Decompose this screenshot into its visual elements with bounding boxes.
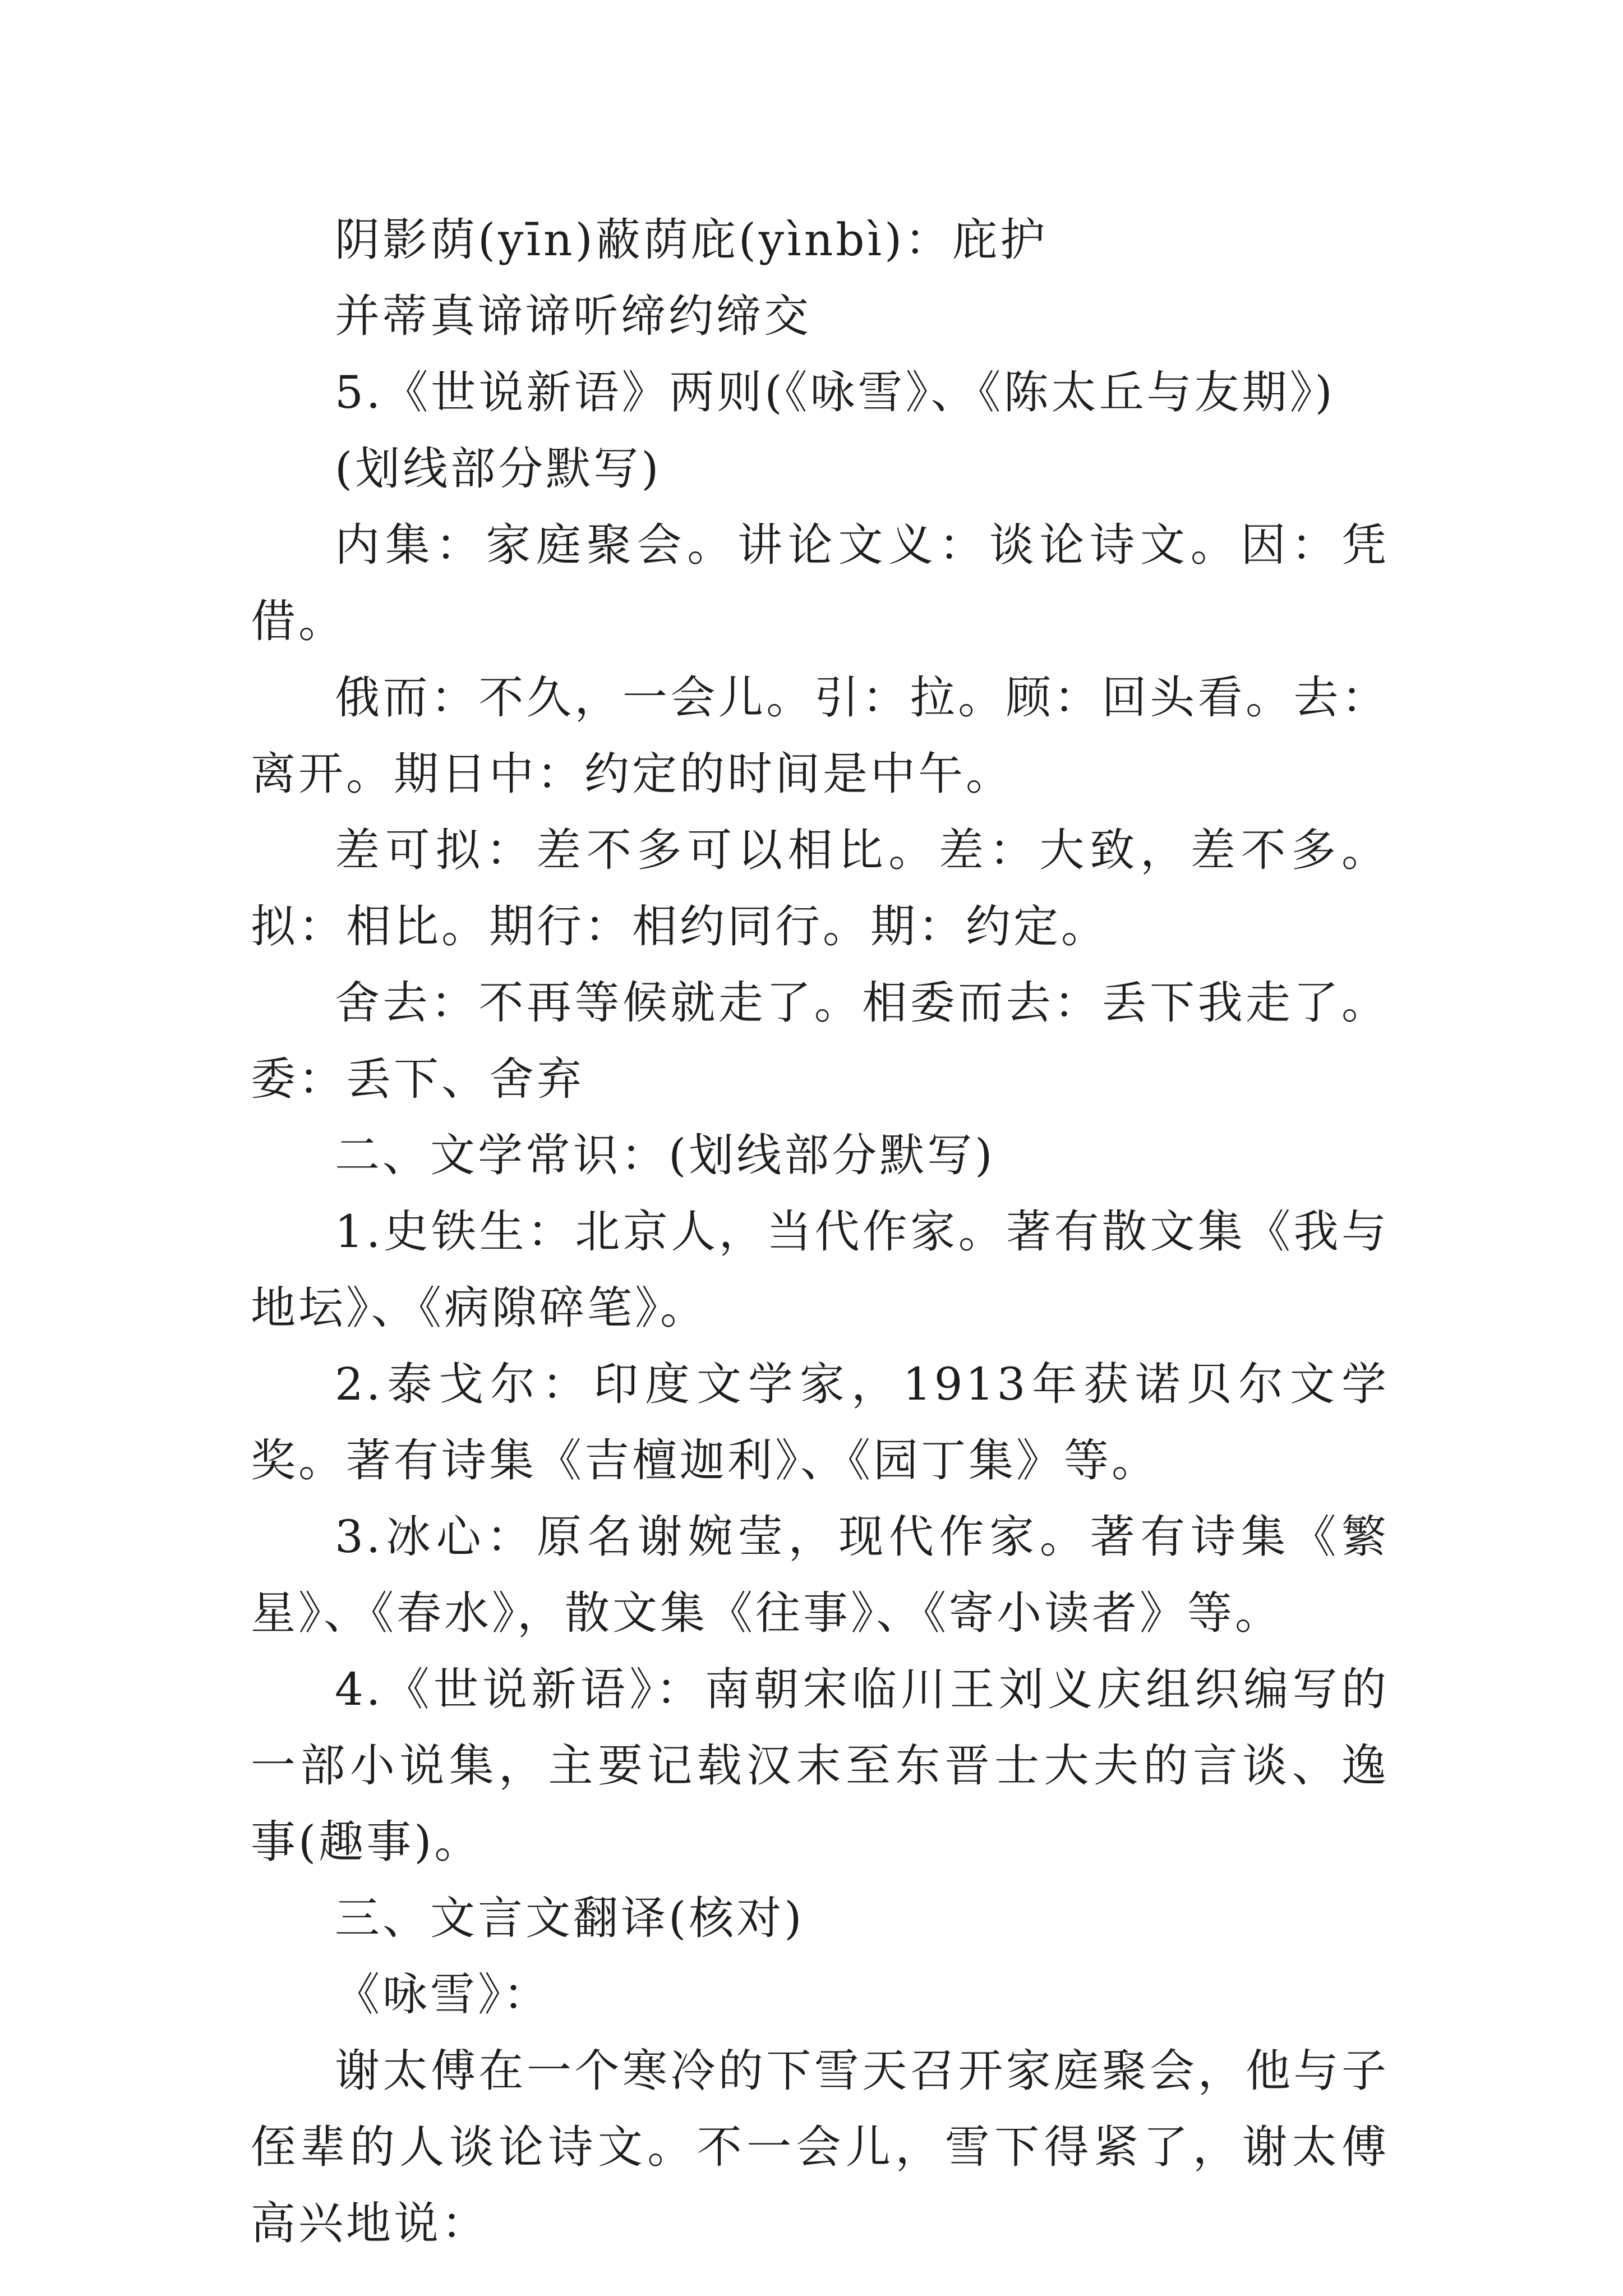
paragraph: 2.泰戈尔：印度文学家，1913年获诺贝尔文学奖。著有诗集《吉檀迦利》、《园丁集》等。 [251,1358,1389,1487]
paragraph: 谢太傅在一个寒冷的下雪天召开家庭聚会，他与子侄辈的人谈论诗文。不一会儿，雪下得紧了，谢太傅高兴地说： [251,2045,1389,2249]
section-heading: 二、文学常识：(划线部分默写) [335,1129,995,1181]
paragraph: 3.冰心：原名谢婉莹，现代作家。著有诗集《繁星》、《春水》，散文集《往事》、《寄小读者》等。 [251,1511,1389,1639]
paragraph: 俄而：不久，一会儿。引：拉。顾：回头看。去：离开。期日中：约定的时间是中午。 [251,671,1389,800]
paragraph: (划线部分默写) [335,443,662,495]
paragraph: 4.《世说新语》：南朝宋临川王刘义庆组织编写的一部小说集，主要记载汉末至东晋士大夫的言谈、逸事(趣事)。 [251,1663,1389,1868]
paragraph: 阴影荫(yīn)蔽荫庇(yìnbì)：庇护 [335,214,1048,266]
paragraph: 差可拟：差不多可以相比。差：大致，差不多。拟：相比。期行：相约同行。期：约定。 [251,824,1389,953]
paragraph: 5.《世说新语》两则(《咏雪》、《陈太丘与友期》) [335,366,1335,418]
paragraph: 内集：家庭聚会。讲论文义：谈论诗文。因：凭借。 [251,519,1389,647]
paragraph: 并蒂真谛谛听缔约缔交 [335,290,811,342]
paragraph: 1.史铁生：北京人，当代作家。著有散文集《我与地坛》、《病隙碎笔》。 [251,1205,1389,1334]
paragraph: 《咏雪》： [335,1968,551,2021]
paragraph: 舍去：不再等候就走了。相委而去：丢下我走了。委：丢下、舍弃 [251,977,1389,1105]
section-heading: 三、文言文翻译(核对) [335,1892,805,1944]
document-body [251,202,1389,2262]
